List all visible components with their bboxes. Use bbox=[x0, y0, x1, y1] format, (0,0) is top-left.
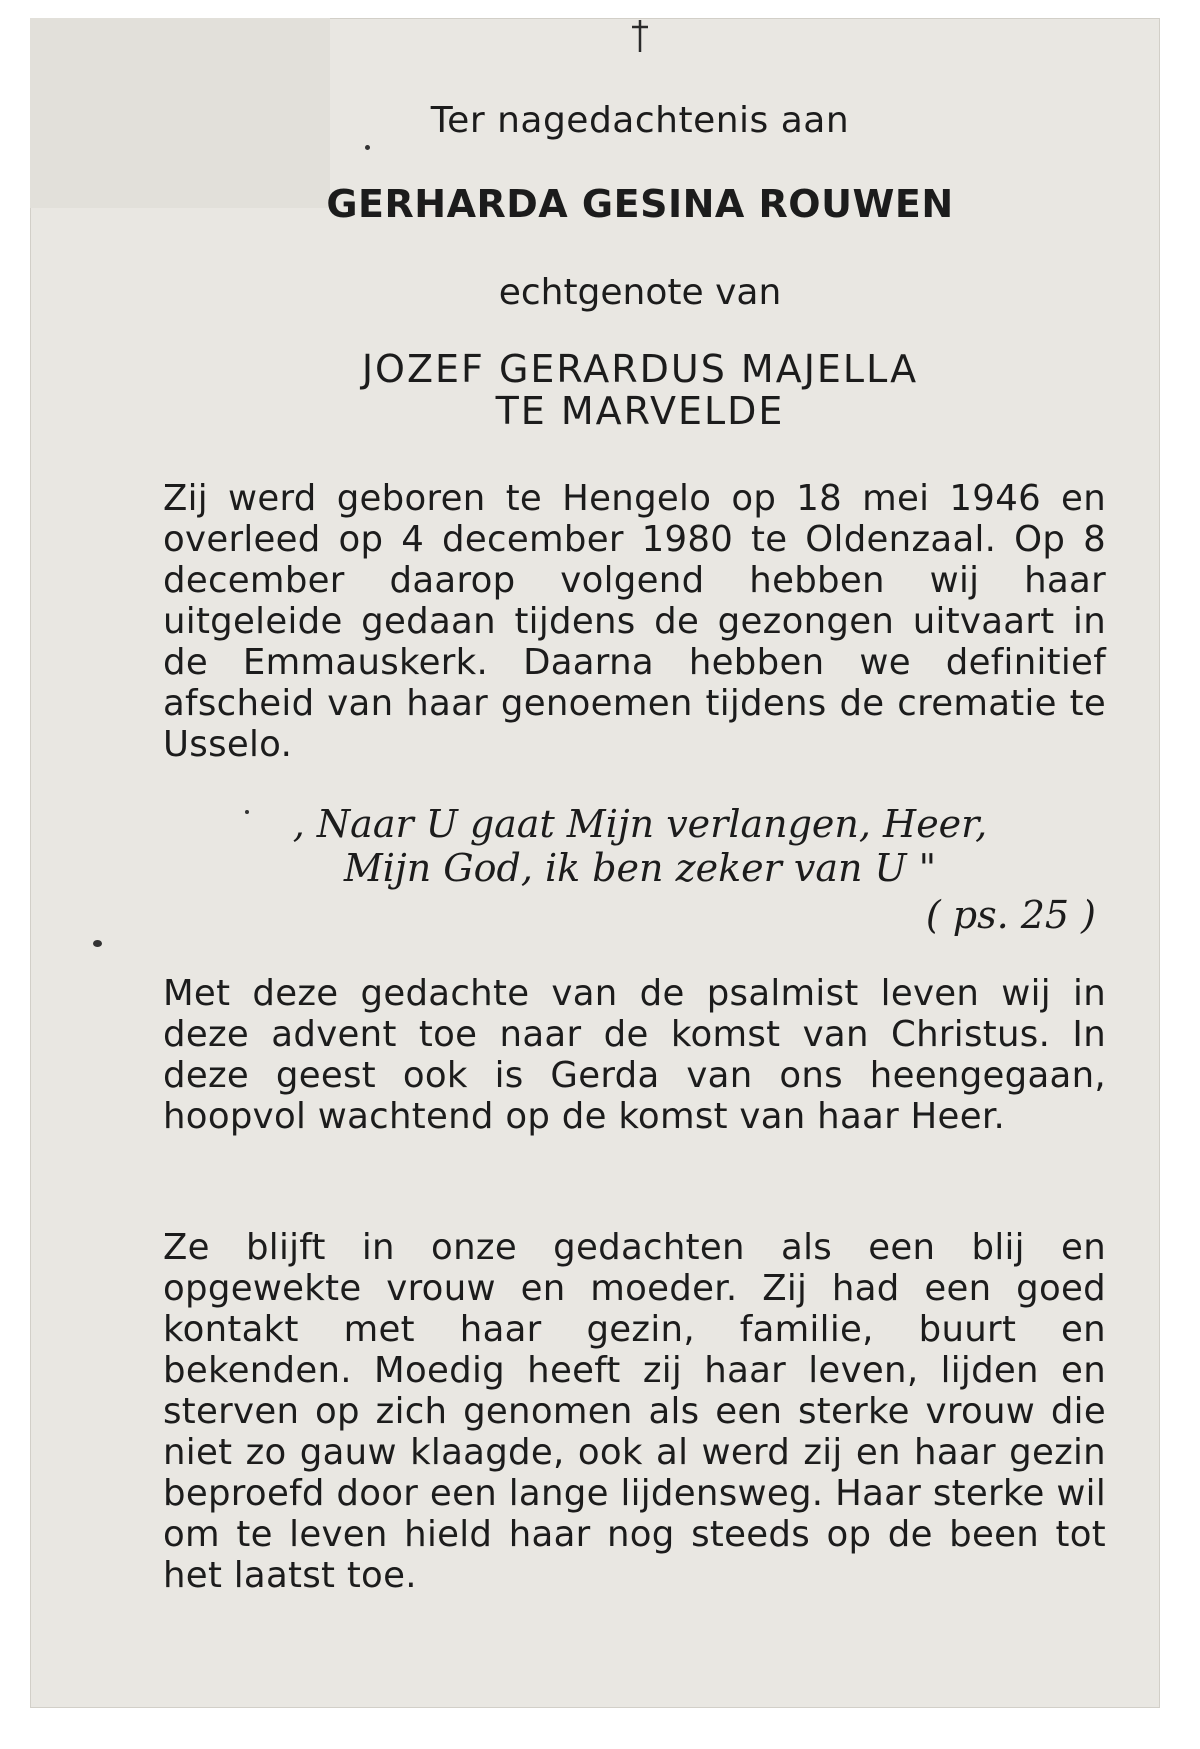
intro-text: Ter nagedachtenis aan bbox=[430, 100, 850, 141]
spouse-name-line-1: JOZEF GERARDUS MAJELLA bbox=[361, 347, 919, 391]
spouse-name-line-2: TE MARVELDE bbox=[495, 389, 785, 433]
spouse-name bbox=[0, 348, 1200, 432]
psalm-reference: ( ps. 25 ) bbox=[925, 893, 1096, 937]
ink-speck bbox=[365, 145, 370, 150]
deceased-name: GERHARDA GESINA ROUWEN bbox=[326, 182, 954, 226]
psalm-quote-line-2: Mijn God, ik ben zeker van U " bbox=[343, 846, 937, 890]
psalm-quote bbox=[0, 802, 1200, 890]
ink-speck bbox=[93, 940, 102, 947]
advent-paragraph: Met deze gedachte van de psalmist leven wij in deze advent toe naar de komst van Christus. In deze geest ook is Gerda van ons heengegaan, hoopvol wachtend op de komst van haar Heer. bbox=[163, 973, 1106, 1137]
remembrance-paragraph: Ze blijft in onze gedachten als een blij en opgewekte vrouw en moeder. Zij had een goed kontakt met haar gezin, familie, buurt en bekenden. Moedig heeft zij haar leven, lijden en sterven op zich genomen als een sterke vrouw die niet zo gauw klaagde, ook al werd zij en haar gezin beproefd door een lange lijdensweg. Haar sterke wil om te leven hield haar nog steeds op de been tot het laatst toe. bbox=[163, 1227, 1106, 1596]
spouse-intro-text: echtgenote van bbox=[498, 272, 782, 313]
ink-speck bbox=[245, 810, 249, 814]
biography-paragraph: Zij werd geboren te Hengelo op 18 mei 1946 en overleed op 4 december 1980 te Oldenzaal. Op 8 december daarop volgend hebben wij haar uitgeleide gedaan tijdens de gezongen uitvaart in de Emmauskerk. Daarna hebben we definitief afscheid van haar genoemen tijdens de crematie te Usselo. bbox=[163, 478, 1106, 765]
psalm-quote-line-1: , Naar U gaat Mijn verlangen, Heer, bbox=[292, 802, 988, 846]
cross-icon bbox=[628, 16, 652, 54]
